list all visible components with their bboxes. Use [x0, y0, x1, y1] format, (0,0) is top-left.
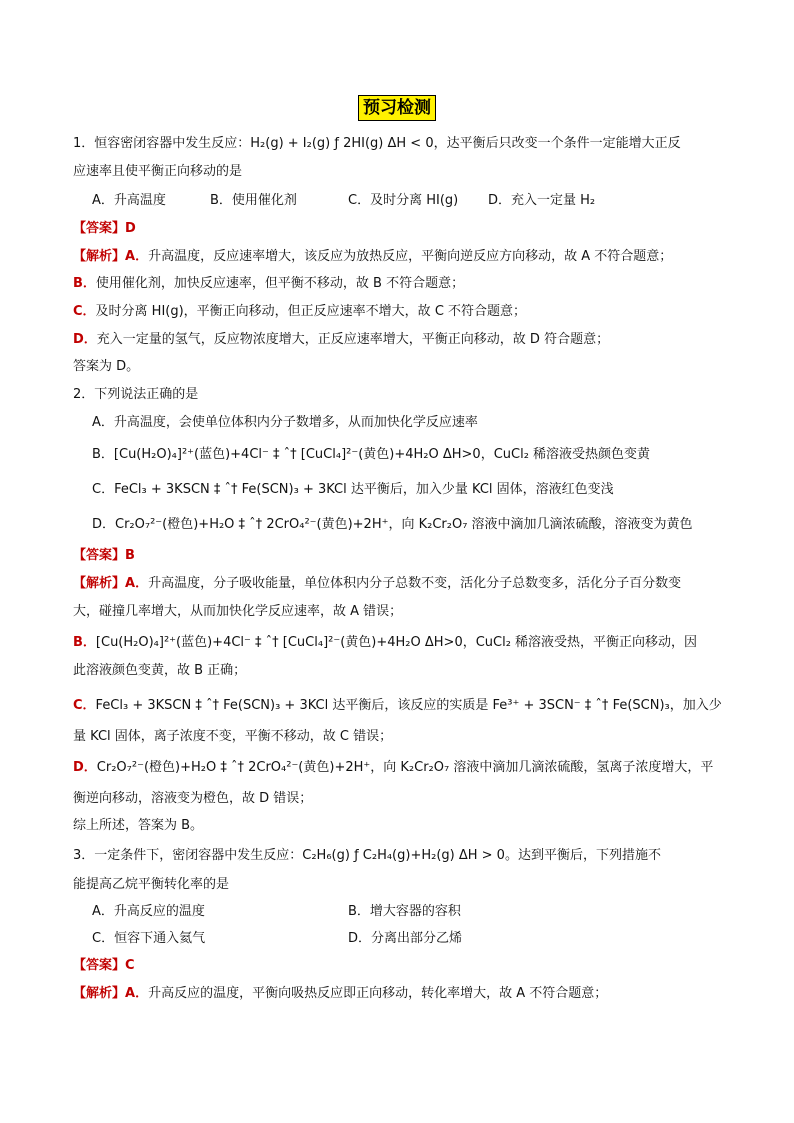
q2-analysis-a-line1 — [73, 575, 681, 593]
q1-analysis-b-text: 使用催化剂，加快反应速率，但平衡不移动，故 B 不符合题意； — [95, 276, 465, 291]
q2-analysis-a-text: 升高温度，分子吸收能量，单位体积内分子总数不变，活化分子总数变多，活化分子百分数变 — [148, 576, 682, 591]
answer-tag: 【答案】 — [73, 548, 126, 563]
q2-stem: 2．下列说法正确的是 — [73, 387, 199, 402]
q1-analysis-d-lead: D． — [73, 332, 97, 347]
q2-analysis-a-lead: A． — [125, 576, 149, 591]
q3-stem-line2: 能提高乙烷平衡转化率的是 — [73, 877, 230, 892]
q1-analysis-c — [73, 303, 526, 321]
q2-analysis-d-line1 — [73, 759, 713, 777]
q3-analysis-a-text: 升高反应的温度，平衡向吸热反应即正向移动，转化率增大，故 A 不符合题意； — [148, 986, 608, 1001]
answer-tag: 【答案】 — [73, 221, 126, 236]
q3-answer-line — [73, 957, 135, 975]
q3-analysis-a — [73, 985, 607, 1003]
q2-analysis-d-text: Cr₂O₇²⁻(橙色)+H₂O ‡ ˆ† 2CrO₄²⁻(黄色)+2H⁺，向 K₂Cr₂O₇ 溶液中滴加几滴浓硫酸，氢离子浓度增大，平 — [96, 760, 714, 775]
q2-analysis-a-line2: 大，碰撞几率增大，从而加快化学反应速率，故 A 错误； — [73, 604, 403, 619]
q1-analysis-c-text: 及时分离 HI(g)，平衡正向移动，但正反应速率不增大，故 C 不符合题意； — [95, 304, 527, 319]
q3-option-a: A．升高反应的温度 — [92, 904, 205, 919]
q1-option-d: D．充入一定量 H₂ — [488, 193, 596, 208]
q2-summary: 综上所述，答案为 B。 — [73, 818, 204, 833]
q2-analysis-d-line2: 衡逆向移动，溶液变为橙色，故 D 错误； — [73, 791, 313, 806]
q2-analysis-b-line1 — [73, 634, 697, 652]
q2-analysis-b-lead: B． — [73, 635, 96, 650]
q1-option-b: B．使用催化剂 — [210, 193, 297, 208]
q1-analysis-d-text: 充入一定量的氢气，反应物浓度增大，正反应速率增大，平衡正向移动，故 D 符合题意； — [96, 332, 610, 347]
q2-option-b: B．[Cu(H₂O)₄]²⁺(蓝色)+4Cl⁻ ‡ ˆ† [CuCl₄]²⁻(黄色)+4H₂O ΔH>0，CuCl₂ 稀溶液受热颜色变黄 — [92, 447, 651, 462]
q2-option-c: C．FeCl₃ + 3KSCN ‡ ˆ† Fe(SCN)₃ + 3KCl 达平衡后，加入少量 KCl 固体，溶液红色变浅 — [92, 482, 614, 497]
q2-analysis-c-text: FeCl₃ + 3KSCN ‡ ˆ† Fe(SCN)₃ + 3KCl 达平衡后，该反应的实质是 Fe³⁺ + 3SCN⁻ ‡ ˆ† Fe(SCN)₃，加入少 — [95, 698, 722, 713]
title-wrap — [0, 95, 794, 121]
q2-analysis-c-line2: 量 KCl 固体，离子浓度不变，平衡不移动，故 C 错误； — [73, 729, 393, 744]
q1-analysis-d — [73, 331, 609, 349]
q1-analysis-conclusion: 答案为 D。 — [73, 359, 140, 374]
page-title: 预习检测 — [358, 95, 436, 121]
q3-stem-line1: 3．一定条件下，密闭容器中发生反应：C₂H₆(g) ƒ C₂H₄(g)+H₂(g) ΔH > 0。达到平衡后，下列措施不 — [73, 848, 661, 863]
q2-option-a: A．升高温度，会使单位体积内分子数增多，从而加快化学反应速率 — [92, 415, 478, 430]
q1-answer-line — [73, 220, 136, 238]
q1-analysis-b — [73, 275, 464, 293]
q3-answer: C — [125, 958, 135, 973]
q2-answer-line — [73, 547, 135, 565]
q2-answer: B — [125, 548, 135, 563]
q1-stem-line1: 1．恒容密闭容器中发生反应：H₂(g) + I₂(g) ƒ 2HI(g) ΔH < 0，达平衡后只改变一个条件一定能增大正反 — [73, 136, 681, 151]
q1-answer: D — [125, 221, 136, 236]
q1-analysis-c-lead: C． — [73, 304, 96, 319]
analysis-tag: 【解析】 — [73, 249, 126, 264]
q3-option-b: B．增大容器的容积 — [348, 904, 461, 919]
q2-option-d: D．Cr₂O₇²⁻(橙色)+H₂O ‡ ˆ† 2CrO₄²⁻(黄色)+2H⁺，向 K₂Cr₂O₇ 溶液中滴加几滴浓硫酸，溶液变为黄色 — [92, 517, 693, 532]
q1-option-c: C．及时分离 HI(g) — [348, 193, 459, 208]
q3-option-c: C．恒容下通入氦气 — [92, 931, 206, 946]
analysis-tag: 【解析】 — [73, 576, 126, 591]
q3-option-d: D．分离出部分乙烯 — [348, 931, 463, 946]
q2-analysis-c-lead: C． — [73, 698, 96, 713]
q2-analysis-d-lead: D． — [73, 760, 97, 775]
q2-analysis-b-text: [Cu(H₂O)₄]²⁺(蓝色)+4Cl⁻ ‡ ˆ† [CuCl₄]²⁻(黄色)+4H₂O ΔH>0，CuCl₂ 稀溶液受热，平衡正向移动，因 — [95, 635, 698, 650]
q1-analysis-a — [73, 248, 672, 266]
q1-analysis-b-lead: B． — [73, 276, 96, 291]
q1-option-a: A．升高温度 — [92, 193, 166, 208]
q1-analysis-a-lead: A． — [125, 249, 149, 264]
q1-stem-line2: 应速率且使平衡正向移动的是 — [73, 164, 243, 179]
q2-analysis-b-line2: 此溶液颜色变黄，故 B 正确； — [73, 663, 247, 678]
q1-analysis-a-text: 升高温度，反应速率增大，该反应为放热反应，平衡向逆反应方向移动，故 A 不符合题意； — [148, 249, 673, 264]
q3-analysis-a-lead: A． — [125, 986, 149, 1001]
analysis-tag: 【解析】 — [73, 986, 126, 1001]
answer-tag: 【答案】 — [73, 958, 126, 973]
q2-analysis-c-line1 — [73, 697, 722, 715]
